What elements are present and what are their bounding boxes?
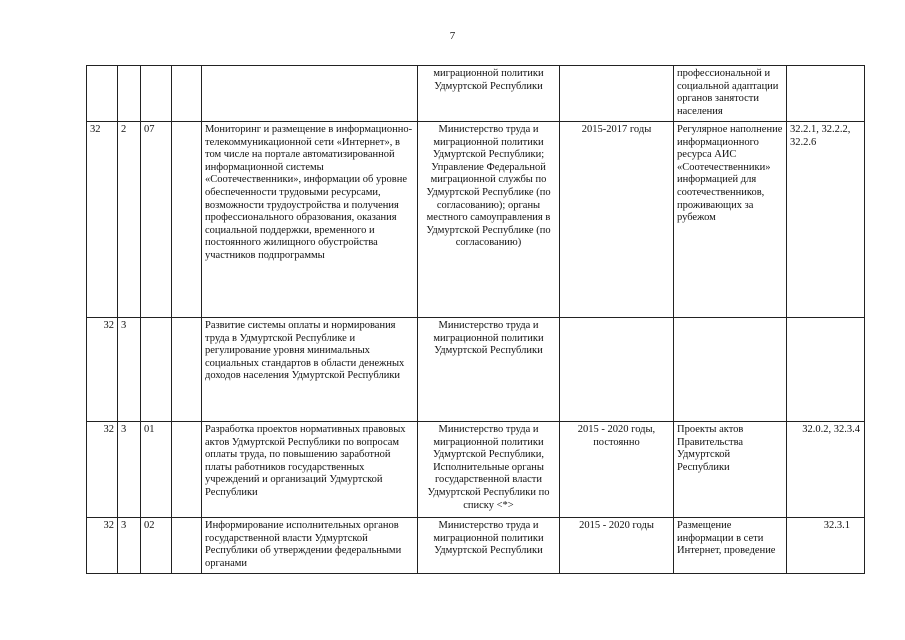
code-cell: 32 (87, 518, 118, 574)
table-row (87, 318, 865, 422)
code-cell (172, 122, 202, 318)
table-row (87, 66, 865, 122)
executor-cell: миграционной политики Удмуртской Республики (418, 66, 560, 122)
code-cell: 3 (118, 422, 141, 518)
table-row (87, 422, 865, 518)
code-cell (118, 66, 141, 122)
measure-cell: Разработка проектов нормативных правовых актов Удмуртской Республики по вопросам оплаты труда, по повышению заработной платы работников государственных учреждений и организаций Удмуртской Республики (202, 422, 418, 518)
code-cell: 32 (87, 318, 118, 422)
indicators-cell: 32.3.1 (787, 518, 865, 574)
code-cell (87, 66, 118, 122)
measure-cell: Развитие системы оплаты и нормирования труда в Удмуртской Республике и регулирование уровня минимальных социальных стандартов в области денежных доходов населения Удмуртской Республики (202, 318, 418, 422)
indicators-cell: 32.2.1, 32.2.2, 32.2.6 (787, 122, 865, 318)
code-cell (141, 66, 172, 122)
executor-cell: Министерство труда и миграционной политики Удмуртской Республики (418, 518, 560, 574)
period-cell (560, 318, 674, 422)
code-cell (172, 518, 202, 574)
code-cell: 2 (118, 122, 141, 318)
indicators-cell (787, 66, 865, 122)
executor-cell: Министерство труда и миграционной политики Удмуртской Республики (418, 318, 560, 422)
indicators-cell: 32.0.2, 32.3.4 (787, 422, 865, 518)
code-cell: 07 (141, 122, 172, 318)
measure-cell: Информирование исполнительных органов государственной власти Удмуртской Республики об утверждении федеральными органами (202, 518, 418, 574)
code-cell: 3 (118, 318, 141, 422)
code-cell (172, 422, 202, 518)
result-cell: профессиональной и социальной адаптации органов занятости населения (674, 66, 787, 122)
code-cell (172, 66, 202, 122)
result-cell (674, 318, 787, 422)
page-number: 7 (449, 30, 456, 42)
table-row (87, 518, 865, 574)
period-cell: 2015 - 2020 годы (560, 518, 674, 574)
code-cell: 01 (141, 422, 172, 518)
program-measures-table (86, 65, 865, 574)
executor-cell: Министерство труда и миграционной политики Удмуртской Республики, Исполнительные органы государственной власти Удмуртской Республики по списку <*> (418, 422, 560, 518)
period-cell: 2015-2017 годы (560, 122, 674, 318)
executor-cell: Министерство труда и миграционной политики Удмуртской Республики; Управление Федеральной миграционной службы по Удмуртской Республике (по согласованию); органы местного самоуправления в Удмуртской Республике (по согласованию) (418, 122, 560, 318)
code-cell (141, 318, 172, 422)
period-cell: 2015 - 2020 годы, постоянно (560, 422, 674, 518)
code-cell (172, 318, 202, 422)
code-cell: 02 (141, 518, 172, 574)
measure-cell: Мониторинг и размещение в информационно-телекоммуникационной сети «Интернет», в том числе на портале автоматизированной информационной системы «Соотечественники», информации об уровне обеспеченности трудовыми ресурсами, возможности трудоустройства и получения профессионального образования, оказания социальной поддержки, временного и постоянного жилищного обустройства участников подпрограммы (202, 122, 418, 318)
code-cell: 3 (118, 518, 141, 574)
table-row (87, 122, 865, 318)
indicators-cell (787, 318, 865, 422)
result-cell: Проекты актов Правительства Удмуртской Республики (674, 422, 787, 518)
result-cell: Размещение информации в сети Интернет, проведение (674, 518, 787, 574)
period-cell (560, 66, 674, 122)
result-cell: Регулярное наполнение информационного ресурса АИС «Соотечественники» информацией для соотечественников, проживающих за рубежом (674, 122, 787, 318)
measure-cell (202, 66, 418, 122)
code-cell: 32 (87, 122, 118, 318)
code-cell: 32 (87, 422, 118, 518)
